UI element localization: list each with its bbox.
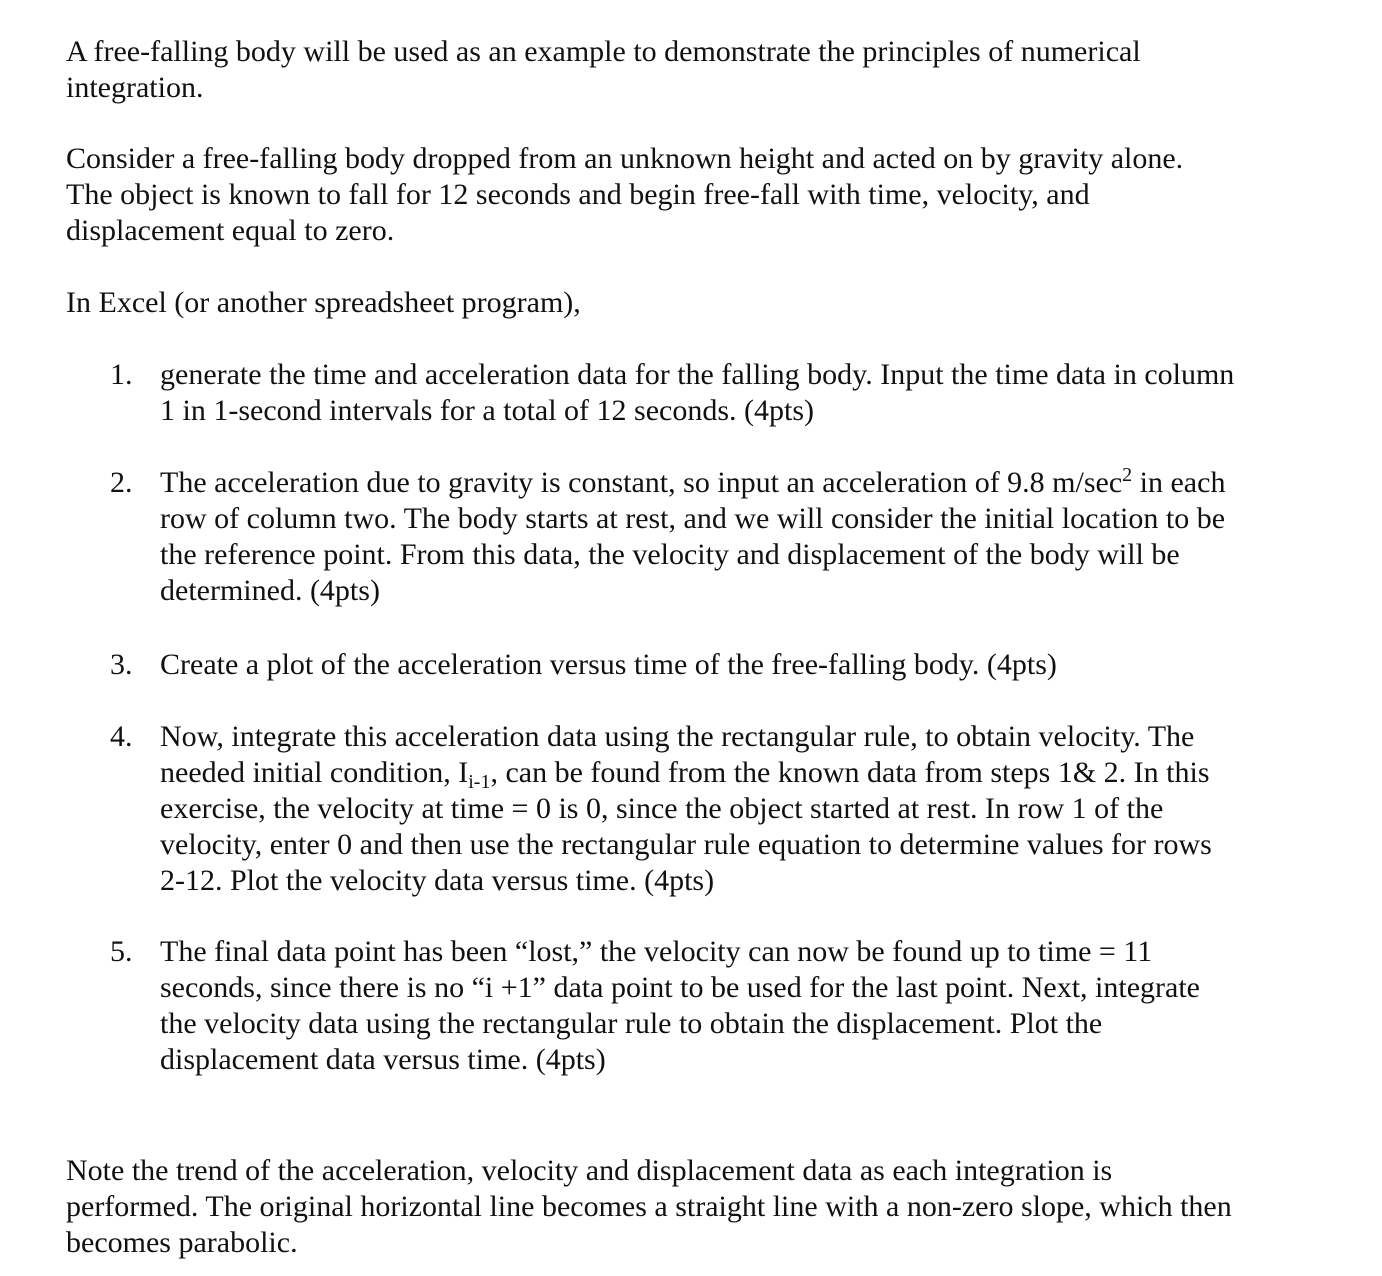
- intro-line-1: A free-falling body will be used as an example to demonstrate the principles of numerical: [66, 35, 1141, 68]
- step-2-text: [160, 465, 1310, 609]
- step-4-text: [160, 719, 1310, 899]
- step-4-line-4: velocity, enter 0 and then use the rectangular rule equation to determine values for rows: [160, 828, 1212, 861]
- step-4-line-2-start: needed initial condition, I: [160, 756, 469, 789]
- step-5-line-3: the velocity data using the rectangular rule to obtain the displacement. Plot the: [160, 1007, 1103, 1040]
- step-1-text: [160, 357, 1310, 429]
- step-1-line-1: generate the time and acceleration data for the falling body. Input the time data in column: [160, 358, 1235, 391]
- i-minus-1-subscript: i-1: [468, 771, 491, 793]
- note-paragraph: [66, 1153, 1316, 1261]
- step-5-line-2: seconds, since there is no “i +1” data point to be used for the last point. Next, integrate: [160, 971, 1200, 1004]
- step-2-line-4: determined. (4pts): [160, 574, 380, 607]
- consider-line-3: displacement equal to zero.: [66, 214, 395, 247]
- note-line-3: becomes parabolic.: [66, 1226, 298, 1259]
- step-5-text: [160, 934, 1310, 1078]
- note-line-2: performed. The original horizontal line becomes a straight line with a non-zero slope, which then: [66, 1190, 1232, 1223]
- step-3-text: [160, 647, 1310, 683]
- intro-line-2: integration.: [66, 71, 204, 104]
- step-5-line-1: The final data point has been “lost,” the velocity can now be found up to time = 11: [160, 935, 1153, 968]
- step-2-line-1-main: The acceleration due to gravity is constant, so input an acceleration of 9.8 m/sec: [160, 466, 1123, 499]
- step-3-line-1: Create a plot of the acceleration versus time of the free-falling body. (4pts): [160, 648, 1057, 681]
- step-2-line-3: the reference point. From this data, the velocity and displacement of the body will be: [160, 538, 1180, 571]
- excel-paragraph: [66, 285, 1316, 321]
- step-4-number: 4.: [110, 720, 133, 753]
- step-4-line-5: 2-12. Plot the velocity data versus time. (4pts): [160, 864, 715, 897]
- step-4-line-1: Now, integrate this acceleration data using the rectangular rule, to obtain velocity. The: [160, 720, 1195, 753]
- step-2-line-1-end: in each: [1132, 466, 1226, 499]
- step-5-line-4: displacement data versus time. (4pts): [160, 1043, 606, 1076]
- step-2-number: 2.: [110, 466, 133, 499]
- consider-paragraph: [66, 141, 1316, 249]
- squared-superscript: 2: [1122, 464, 1133, 486]
- step-4-line-3: exercise, the velocity at time = 0 is 0, since the object started at rest. In row 1 of the: [160, 792, 1164, 825]
- consider-line-2: The object is known to fall for 12 seconds and begin free-fall with time, velocity, and: [66, 178, 1090, 211]
- note-line-1: Note the trend of the acceleration, velocity and displacement data as each integration is: [66, 1154, 1113, 1187]
- step-2-line-1: [160, 465, 1310, 501]
- intro-paragraph: [66, 34, 1316, 106]
- excel-line: In Excel (or another spreadsheet program),: [66, 286, 581, 319]
- step-4-line-2-end: , can be found from the known data from steps 1& 2. In this: [490, 756, 1210, 789]
- step-2-line-2: row of column two. The body starts at rest, and we will consider the initial location to be: [160, 502, 1226, 535]
- step-1-line-2: 1 in 1-second intervals for a total of 12 seconds. (4pts): [160, 394, 815, 427]
- step-5-number: 5.: [110, 935, 133, 968]
- step-3-number: 3.: [110, 648, 133, 681]
- consider-line-1: Consider a free-falling body dropped from an unknown height and acted on by gravity alone.: [66, 142, 1184, 175]
- step-1-number: 1.: [110, 358, 133, 391]
- step-4-line-2: [160, 755, 1310, 791]
